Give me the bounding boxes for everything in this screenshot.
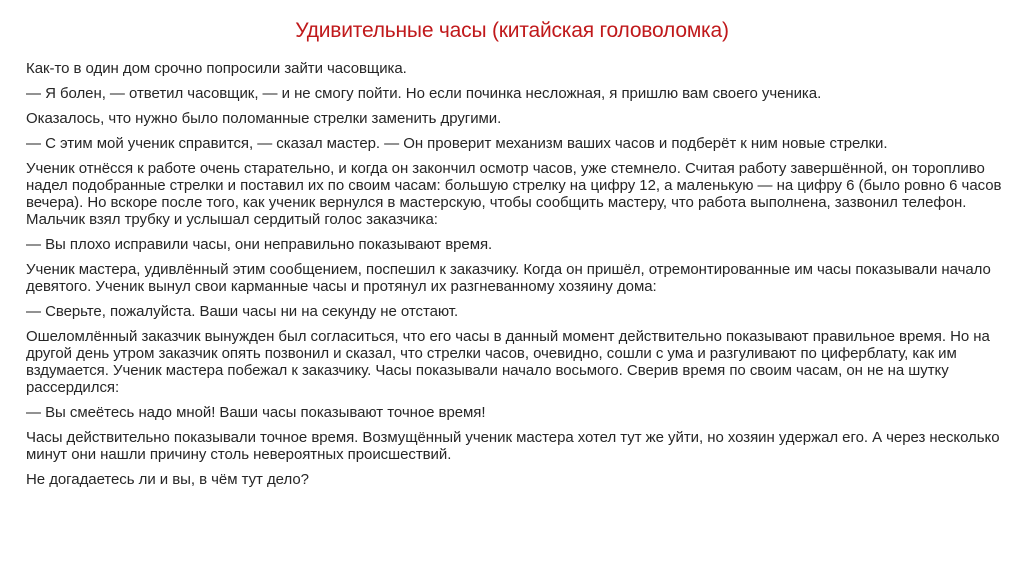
- paragraph: Оказалось, что нужно было поломанные стрелки заменить другими.: [26, 110, 502, 127]
- paragraph: — Вы плохо исправили часы, они неправильно показывают время.: [26, 236, 493, 253]
- paragraph: — Вы смеётесь надо мной! Ваши часы показывают точное время!: [26, 404, 486, 421]
- paragraph: Ученик мастера, удивлённый этим сообщением, поспешил к заказчику. Когда он пришёл, отремонтированные им часы показывали начало девятого. Ученик вынул свои карманные часы и протянул их разгневанному хозяину дома:: [26, 261, 991, 295]
- paragraph: Не догадаетесь ли и вы, в чём тут дело?: [26, 471, 309, 488]
- paragraph: Ученик отнёсся к работе очень старательно, и когда он закончил осмотр часов, уже стемнело. Считая работу завершённой, он торопливо надел подобранные стрелки и поставил их по своим часам: большую стрелку на цифру 12, а маленькую — на цифру 6 (было ровно 6 часов вечера). Но вскоре после того, как ученик вернулся в мастерскую, чтобы сообщить мастеру, что работа выполнена, зазвонил телефон. Мальчик взял трубку и услышал сердитый голос заказчика:: [26, 160, 1002, 228]
- puzzle-text: [26, 60, 1008, 496]
- paragraph: Часы действительно показывали точное время. Возмущённый ученик мастера хотел тут же уйти, но хозяин удержал его. А через несколько минут они нашли причину столь невероятных происшествий.: [26, 429, 1000, 463]
- paragraph: — С этим мой ученик справится, — сказал мастер. — Он проверит механизм ваших часов и подберёт к ним новые стрелки.: [26, 135, 888, 152]
- paragraph: — Сверьте, пожалуйста. Ваши часы ни на секунду не отстают.: [26, 303, 459, 320]
- page-title: Удивительные часы (китайская головоломка): [295, 19, 729, 42]
- paragraph: Как-то в один дом срочно попросили зайти часовщика.: [26, 60, 407, 77]
- paragraph: — Я болен, — ответил часовщик, — и не смогу пойти. Но если починка несложная, я пришлю вам своего ученика.: [26, 85, 822, 102]
- paragraph: Ошеломлённый заказчик вынужден был согласиться, что его часы в данный момент действительно показывают правильное время. Но на другой день утром заказчик опять позвонил и сказал, что стрелки часов, очевидно, сошли с ума и разгуливают по циферблату, как им вздумается. Ученик мастера побежал к заказчику. Часы показывали начало восьмого. Сверив время по своим часам, он не на шутку рассердился:: [26, 328, 990, 396]
